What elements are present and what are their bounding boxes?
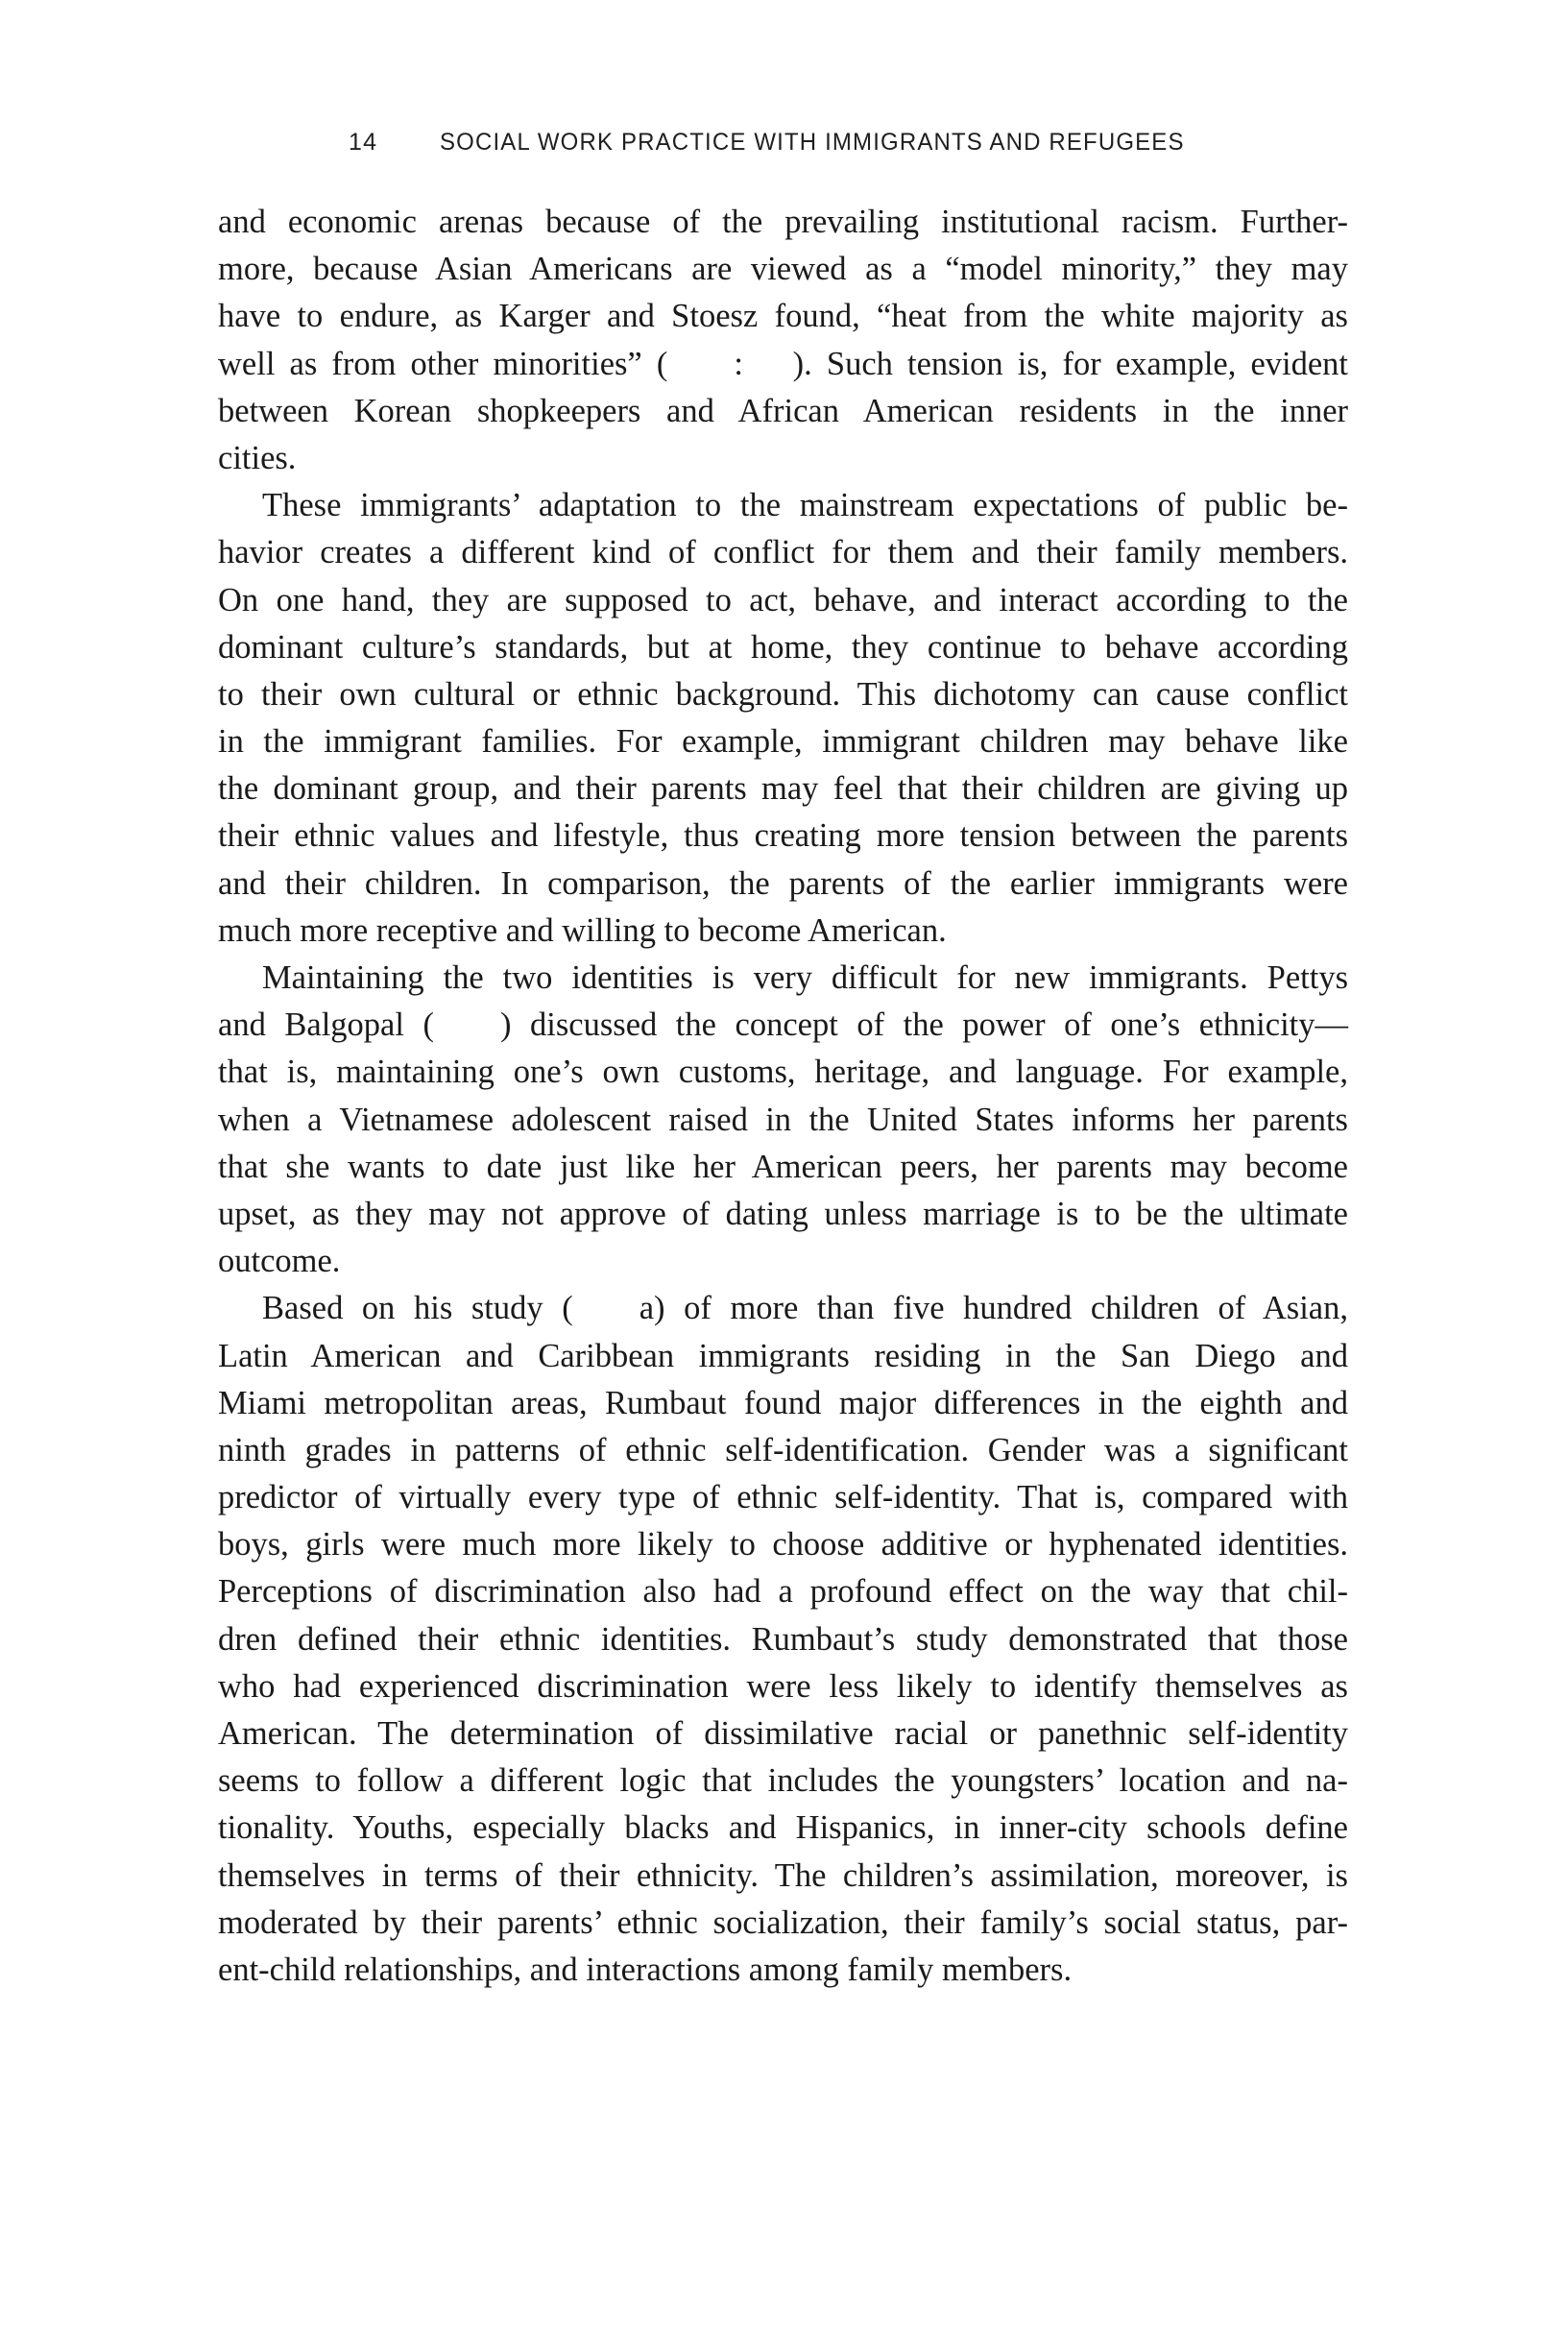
- text-line: boys, girls were much more likely to choose additive or hyphenated identities.: [218, 1526, 1348, 1564]
- running-head: [349, 123, 1216, 161]
- text-line: Maintaining the two identities is very difficult for new immigrants. Pettys: [262, 959, 1348, 996]
- text-line: have to endure, as Karger and Stoesz found, “heat from the white majority as: [218, 298, 1348, 335]
- text-line: tionality. Youths, especially blacks and Hispanics, in inner-city schools define: [218, 1809, 1348, 1847]
- page-number: 14: [349, 128, 378, 156]
- text-line: well as from other minorities” ( : ). Such tension is, for example, evident: [218, 345, 1348, 382]
- text-line: These immigrants’ adaptation to the mainstream expectations of public be-: [262, 487, 1348, 524]
- text-line: that she wants to date just like her American peers, her parents may become: [218, 1148, 1348, 1185]
- text-line: in the immigrant families. For example, immigrant children may behave like: [218, 723, 1348, 761]
- text-line: outcome.: [218, 1243, 341, 1280]
- text-line: Perceptions of discrimination also had a profound effect on the way that chil-: [218, 1573, 1348, 1611]
- body-text: [218, 199, 1348, 1994]
- text-line: who had experienced discrimination were less likely to identify themselves as: [218, 1667, 1348, 1705]
- text-line: to their own cultural or ethnic background. This dichotomy can cause conflict: [218, 675, 1348, 713]
- text-line: the dominant group, and their parents may feel that their children are giving up: [218, 770, 1348, 808]
- text-line: American. The determination of dissimilative racial or panethnic self-identity: [218, 1715, 1348, 1752]
- paragraph-2: [218, 482, 1348, 955]
- text-line: their ethnic values and lifestyle, thus creating more tension between the parents: [218, 817, 1348, 855]
- text-line: ent-child relationships, and interactions among family members.: [218, 1951, 1073, 1988]
- text-line: and Balgopal ( ) discussed the concept of the power of one’s ethnicity—: [218, 1006, 1348, 1044]
- text-line: themselves in terms of their ethnicity. The children’s assimilation, moreover, is: [218, 1856, 1348, 1894]
- text-line: Miami metropolitan areas, Rumbaut found major differences in the eighth and: [218, 1384, 1348, 1421]
- text-line: that is, maintaining one’s own customs, heritage, and language. For example,: [218, 1054, 1348, 1091]
- text-line: ninth grades in patterns of ethnic self-identification. Gender was a significant: [218, 1431, 1348, 1468]
- text-line: and their children. In comparison, the parents of the earlier immigrants were: [218, 864, 1348, 902]
- text-line: dominant culture’s standards, but at home, they continue to behave according: [218, 628, 1348, 666]
- running-head-title: SOCIAL WORK PRACTICE WITH IMMIGRANTS AND REFUGEES: [440, 128, 1185, 156]
- text-line: havior creates a different kind of conflict for them and their family members.: [218, 534, 1348, 571]
- paragraph-4: [218, 1285, 1348, 1994]
- text-line: dren defined their ethnic identities. Rumbaut’s study demonstrated that those: [218, 1620, 1348, 1658]
- text-line: and economic arenas because of the prevailing institutional racism. Further-: [218, 204, 1348, 240]
- text-line: upset, as they may not approve of dating unless marriage is to be the ultimate: [218, 1195, 1348, 1232]
- text-line: when a Vietnamese adolescent raised in the United States informs her parents: [218, 1101, 1348, 1138]
- text-line: Based on his study ( a) of more than five hundred children of Asian,: [262, 1290, 1348, 1327]
- text-line: between Korean shopkeepers and African American residents in the inner: [218, 392, 1348, 429]
- paragraph-3: [218, 955, 1348, 1285]
- text-line: moderated by their parents’ ethnic socialization, their family’s social status, par-: [218, 1903, 1348, 1941]
- paragraph-1: [218, 199, 1348, 482]
- text-line: more, because Asian Americans are viewed as a “model minority,” they may: [218, 251, 1348, 288]
- text-line: Latin American and Caribbean immigrants residing in the San Diego and: [218, 1337, 1348, 1374]
- text-line: much more receptive and willing to become American.: [218, 911, 947, 949]
- text-line: seems to follow a different logic that includes the youngsters’ location and na-: [218, 1762, 1348, 1800]
- text-line: On one hand, they are supposed to act, behave, and interact according to the: [218, 581, 1348, 618]
- text-line: cities.: [218, 439, 297, 476]
- text-line: predictor of virtually every type of ethnic self-identity. That is, compared with: [218, 1479, 1348, 1516]
